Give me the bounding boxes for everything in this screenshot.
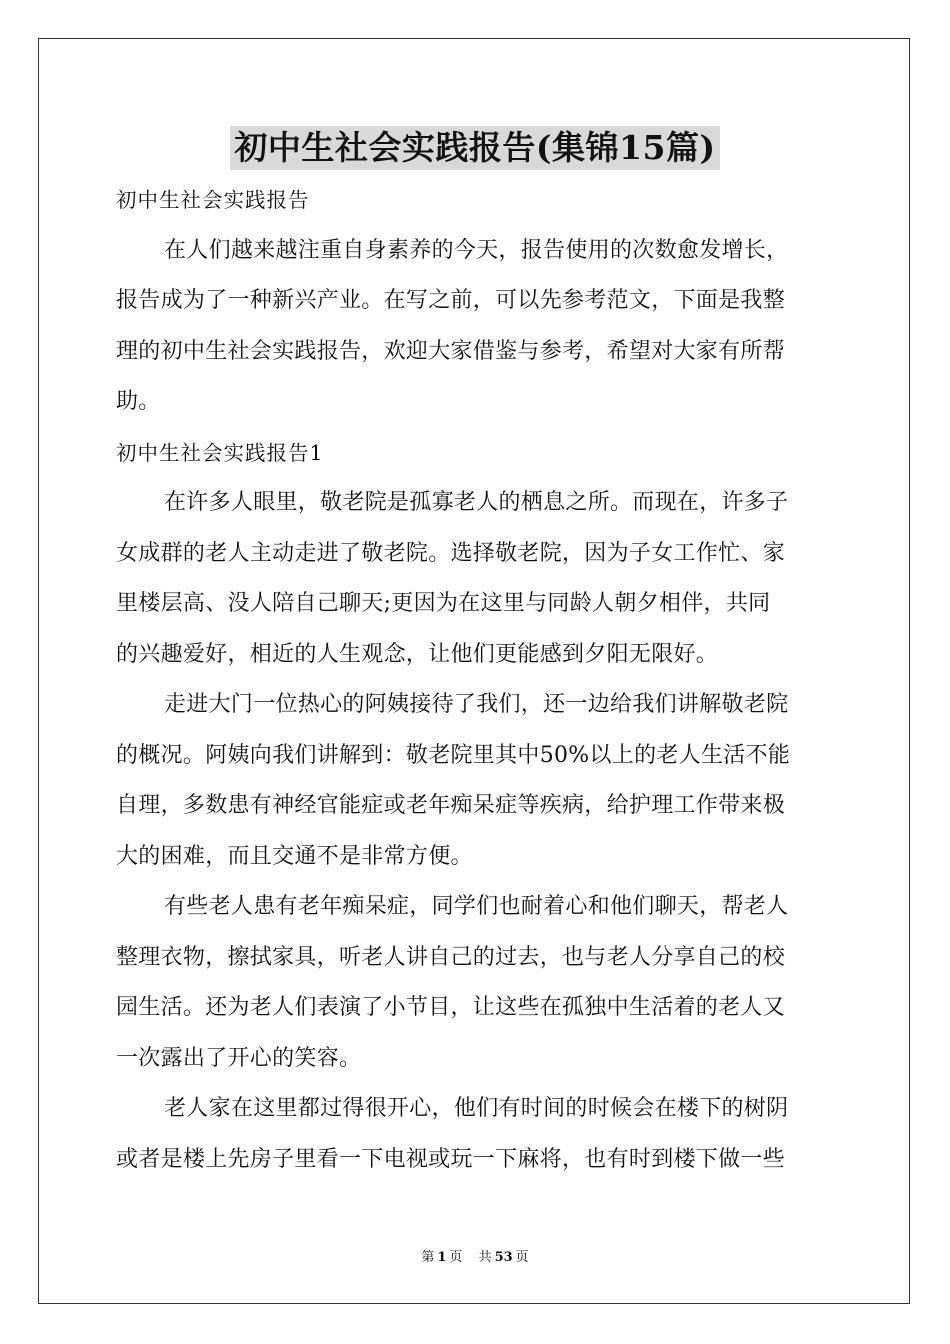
paragraph-line: 园生活。还为老人们表演了小节目，让这些在孤独中生活着的老人又 [116, 995, 786, 1020]
paragraph-line: 在人们越来越注重自身素养的今天，报告使用的次数愈发增长， [164, 237, 789, 263]
title-container [0, 126, 950, 170]
paragraph-line: 的概况。阿姨向我们讲解到：敬老院里其中50%以上的老人生活不能 [116, 742, 791, 768]
paragraph-line: 理的初中生社会实践报告，欢迎大家借鉴与参考，希望对大家有所帮 [116, 338, 786, 364]
page-number: 1 [437, 1250, 447, 1265]
page-prefix: 第 [421, 1250, 435, 1265]
section-heading: 初中生社会实践报告1 [116, 440, 324, 465]
paragraph-line: 里楼层高、没人陪自己聊天;更因为在这里与同龄人朝夕相伴，共同 [116, 591, 771, 616]
total-suffix: 页 [515, 1250, 529, 1265]
paragraph-line: 报告成为了一种新兴产业。在写之前，可以先参考范文，下面是我整 [116, 288, 786, 313]
paragraph-line: 老人家在这里都过得很开心，他们有时间的时候会在楼下的树阴 [164, 1096, 789, 1121]
paragraph-line: 女成群的老人主动走进了敬老院。选择敬老院，因为子女工作忙、家 [116, 540, 786, 566]
total-indicator [476, 1250, 532, 1265]
paragraph-line: 的兴趣爱好，相近的人生观念，让他们更能感到夕阳无限好。 [116, 641, 719, 667]
paragraph-line: 一次露出了开心的笑容。 [116, 1045, 362, 1071]
page-indicator [418, 1250, 465, 1265]
paragraph-line: 或者是楼上先房子里看一下电视或玩一下麻将，也有时到楼下做一些 [116, 1146, 786, 1172]
page-suffix: 页 [449, 1250, 463, 1265]
paragraph-line: 走进大门一位热心的阿姨接待了我们，还一边给我们讲解敬老院 [164, 692, 789, 717]
section-heading: 初中生社会实践报告 [116, 188, 310, 212]
page-footer [0, 1246, 950, 1265]
paragraph-line: 大的困难，而且交通不是非常方便。 [116, 843, 473, 869]
paragraph-line: 自理，多数患有神经官能症或老年痴呆症等疾病，给护理工作带来极 [116, 793, 786, 818]
paragraph-line: 有些老人患有老年痴呆症，同学们也耐着心和他们聊天，帮老人 [164, 894, 789, 919]
paragraph-line: 在许多人眼里，敬老院是孤寡老人的栖息之所。而现在，许多子 [164, 490, 789, 515]
paragraph-line: 整理衣物，擦拭家具，听老人讲自己的过去，也与老人分享自己的校 [116, 944, 786, 970]
total-pages: 53 [494, 1250, 513, 1265]
document-body [116, 175, 834, 1185]
total-prefix: 共 [478, 1250, 492, 1265]
document-title: 初中生社会实践报告(集锦15篇) [230, 126, 719, 170]
paragraph-line: 助。 [116, 389, 161, 414]
